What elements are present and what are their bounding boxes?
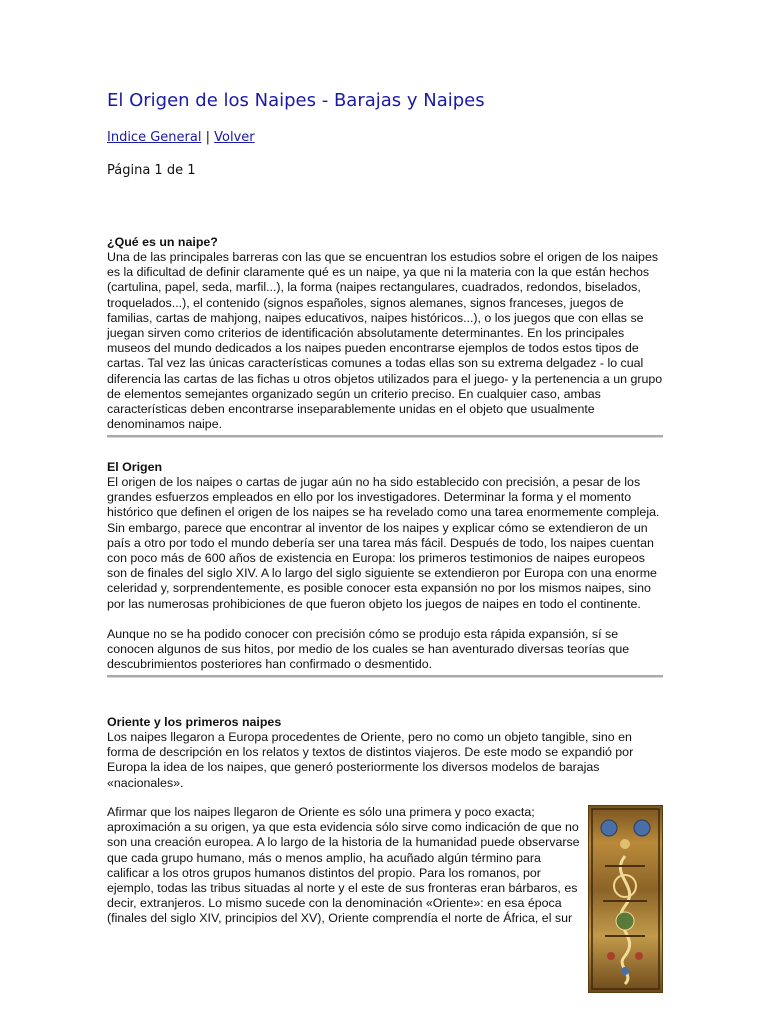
antique-playing-card-image	[588, 805, 663, 993]
section-orient-continued	[107, 805, 663, 927]
index-link[interactable]: Indice General	[107, 130, 202, 145]
section-paragraph: El origen de los naipes o cartas de jugar aún no ha sido establecido con precisión, a pesar de los grandes esfuerzos empleados en ello por los investigadores. Determinar la forma y el momento histórico que definen el origen de los naipes se ha revelado como una tarea enormemente compleja. Sin embargo, parece que encontrar al inventor de los naipes y explicar cómo se extendieron de un país a otro por todo el mundo debería ser una tarea más fácil. Después de todo, los naipes cuentan con poco más de 600 años de existencia en Europa: los primeros testimonios de naipes europeos son de finales del siglo XIV. A lo largo del siglo siguiente se extendieron por Europa con una enorme celeridad y, sorprendentemente, es posible conocer esta expansión no por los mismos naipes, sino por las numerosas prohibiciones de que fueron objeto los juegos de naipes en todo el continente.	[107, 475, 660, 611]
nav-separator: |	[205, 130, 210, 145]
section-origin	[107, 460, 663, 678]
section-paragraph: Afirmar que los naipes llegaron de Oriente es sólo una primera y poco exacta; aproximación a su origen, ya que esta evidencia sólo sirve como indicación de que no son una creación europea. A lo largo de la historia de la humanidad puede observarse que cada grupo humano, más o menos amplio, ha acuñado algún término para calificar a los otros grupos humanos distintos del propio. Para los romanos, por ejemplo, todas las tribus situadas al norte y el este de sus fronteras eran bárbaros, es decir, extranjeros. Lo mismo sucede con la denominación «Oriente»: en esa época (finales del siglo XIV, principios del XV), Oriente comprendía el norte de África, el sur	[107, 805, 580, 926]
section-divider	[107, 675, 663, 678]
section-paragraph: Una de las principales barreras con las que se encuentran los estudios sobre el origen de los naipes es la dificultad de definir claramente qué es un naipe, ya que ni la materia con la que están hechos (cartulina, papel, seda, marfil...), la forma (naipes rectangulares, cuadrados, redondos, biselados, troquelados...), el contenido (signos españoles, signos alemanes, signos franceses, juegos de familias, cartas de mahjong, naipes educativos, naipes históricos...), o los juegos que con ellas se juegan sirven como criterios de identificación absolutamente determinantes. En los principales museos del mundo dedicados a los naipes pueden encontrarse ejemplos de todos estos tipos de cartas. Tal vez las únicas características comunes a todas ellas son su extrema delgadez - lo cual diferencia las cartas de las fichas u otros objetos utilizados para el juego- y la pertenencia a un grupo de elementos semejantes organizado según un criterio preciso. En cualquier caso, ambas características deben encontrarse inseparablemente unidas en el objeto que usualmente denominamos naipe.	[107, 250, 663, 432]
section-heading: El Origen	[107, 460, 163, 474]
section-paragraph: Aunque no se ha podido conocer con precisión cómo se produjo esta rápida expansión, sí se conocen algunos de sus hitos, por medio de los cuales se han aventurado diversas teorías que descubrimientos posteriores han confirmado o desmentido.	[107, 626, 630, 672]
section-what-is-a-card	[107, 235, 663, 438]
page-indicator: Página 1 de 1	[107, 163, 196, 178]
section-heading: ¿Qué es un naipe?	[107, 235, 218, 249]
section-paragraph: Los naipes llegaron a Europa procedentes de Oriente, pero no como un objeto tangible, sino en forma de descripción en los relatos y textos de distintos viajeros. De este modo se expandió por Europa la idea de los naipes, que generó posteriormente los diversos modelos de barajas «nacionales».	[107, 730, 634, 790]
section-orient	[107, 715, 663, 791]
back-link[interactable]: Volver	[214, 130, 255, 145]
section-heading: Oriente y los primeros naipes	[107, 715, 282, 729]
nav-bar	[107, 130, 255, 145]
section-divider	[107, 435, 663, 438]
page-title: El Origen de los Naipes - Barajas y Naipes	[107, 90, 485, 111]
